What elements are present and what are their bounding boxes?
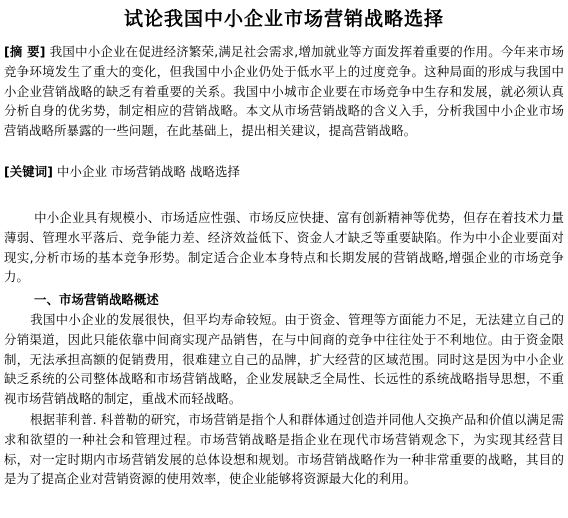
section-paragraph-2 (4, 410, 564, 489)
keywords-text: 中小企业 市场营销战略 战略选择 (57, 164, 240, 179)
section-paragraph-1-text: 我国中小企业的发展很快，但平均寿命较短。由于资金、管理等方面能力不足，无法建立自己的分销渠道，因此只能依靠中间商实现产品销售，在与中间商的竞争中往往处于不利地位。由于资金限制，无法承担高额的促销费用，很难建立自己的品牌，扩大经营的区域范围。同时这是因为中小企业缺乏系统的公司整体战略和市场营销战略，企业发展缺乏全局性、长远性的系统战略指导思想，不重视市场营销战略的制定，重战术而轻战略。 (4, 312, 564, 407)
abstract-text: 我国中小企业在促进经济繁荣,满足社会需求,增加就业等方面发挥着重要的作用。今年来市场竞争环境发生了重大的变化，但我国中小企业仍处于低水平上的过度竞争。这种局面的形成与我国中小企业营销战略的缺乏有着重要的关系。我国中小城市企业要在市场竞争中生存和发展，就必须认真分析自身的优劣势，制定相应的营销战略。本文从市场营销战略的含义入手，分析我国中小企业市场营销战略所暴露的一些问题，在此基础上，提出相关建议，提高营销战略。 (4, 44, 564, 139)
section-paragraph-2-text: 根据菲利普. 科普勒的研究，市场营销是指个人和群体通过创造并同他人交换产品和价值以满足需求和欲望的一种社会和管理过程。市场营销战略是指企业在现代市场营销观念下，为实现其经营目标，对一定时期内市场营销发展的总体设想和规划。市场营销战略作为一种非常重要的战略，其目的是为了提高企业对营销资源的使用效率，使企业能够将资源最大化的利用。 (4, 412, 564, 487)
section-paragraph-1 (4, 310, 564, 409)
abstract-tag: [摘 要] (4, 44, 46, 59)
section-heading (4, 290, 564, 310)
keywords-tag: [关键词] (4, 164, 53, 179)
intro-text: 中小企业具有规模小、市场适应性强、市场反应快捷、富有创新精神等优势，但存在着技术力量薄弱、管理水平落后、竞争能力差、经济效益低下、资金人才缺乏等重要缺陷。作为中小企业要面对现实,分析市场的基本竞争形势。制定适合企业本身特点和长期发展的营销战略,增强企业的市场竞争力。 (4, 210, 564, 285)
abstract-paragraph (4, 42, 564, 141)
section-heading-text: 一、市场营销战略概述 (34, 292, 159, 307)
intro-paragraph (4, 208, 564, 287)
document-title: 试论我国中小企业市场营销战略选择 (123, 8, 444, 30)
keywords-line (4, 162, 564, 182)
